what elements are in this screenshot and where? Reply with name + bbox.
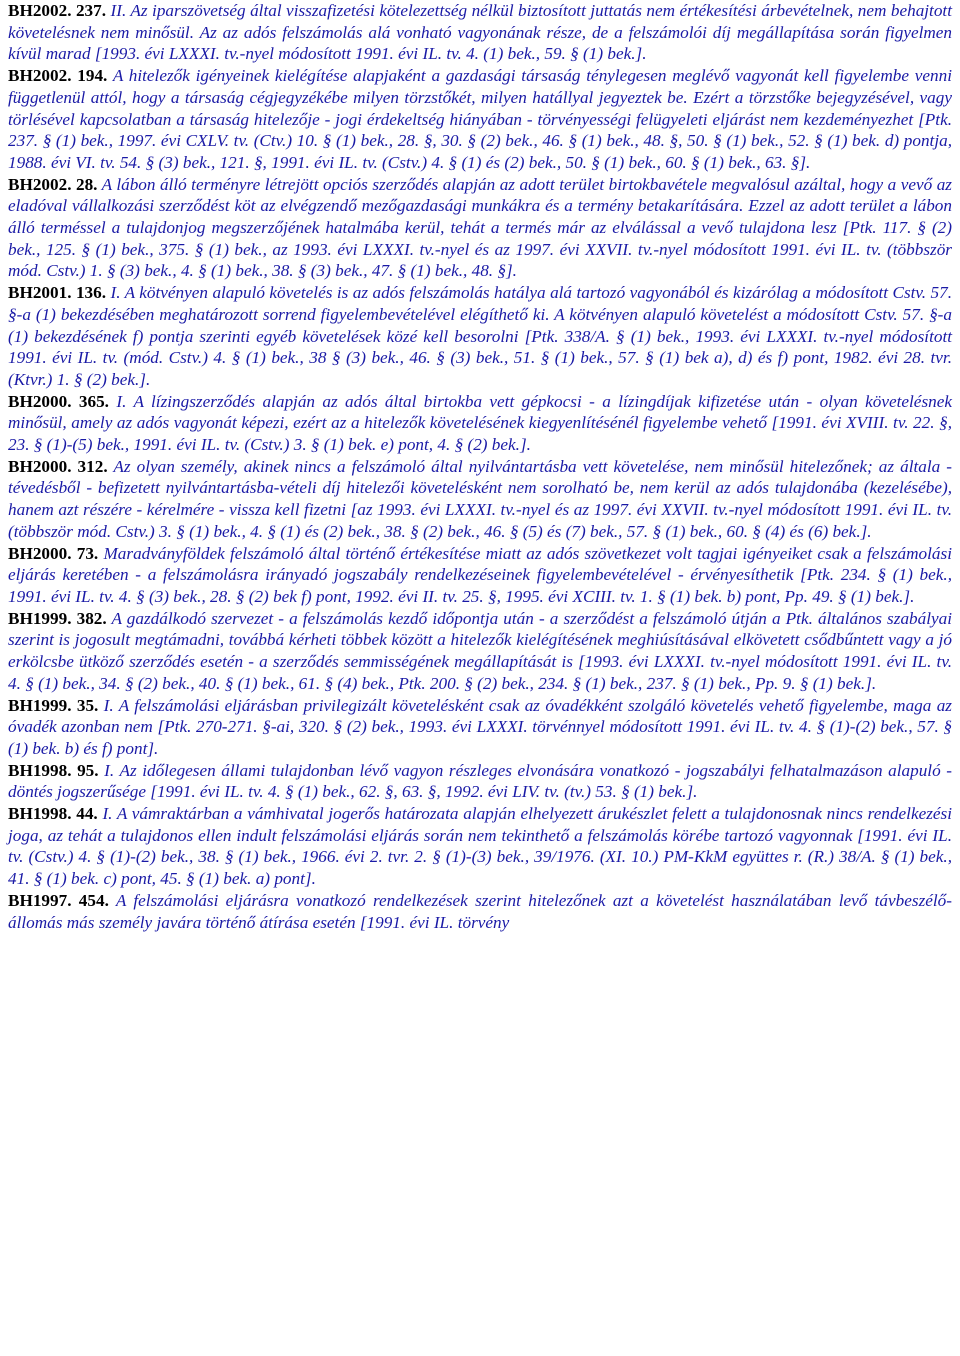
case-reference: BH2002. 237. bbox=[8, 1, 107, 20]
entry-list bbox=[8, 0, 952, 933]
case-entry bbox=[8, 174, 952, 283]
case-reference: BH1999. 382. bbox=[8, 608, 107, 628]
case-entry bbox=[8, 456, 952, 543]
case-summary-link[interactable]: A hitelezők igényeinek kielégítése alapjaként a gazdasági társaság ténylegesen meglévő vagyonát kell figyelembe venni függetlenül attól, hogy a társaság cégjegyzékébe milyen törzstőkét, milyen hatállyal jegyeztek be. bbox=[8, 66, 953, 107]
case-entry bbox=[8, 803, 952, 890]
case-entry bbox=[8, 391, 952, 456]
case-reference: BH2000. 312. bbox=[8, 456, 108, 476]
case-entry bbox=[8, 890, 952, 933]
case-summary-link[interactable]: I. A lízingszerződés alapján az adós által birtokba vett gépkocsi - a lízingdíjak kifizetése után - olyan követelésnek minősül, amely az adós vagyonát képezi, ezért az a hitelezők követelésének kiegyenlítésénél figyelembe vehető [1991. évi XVIII. tv. 22. §, 23. § (1)-(5) bek., 1991. évi IL. tv. (Cstv.) 3. § (1) bek. e) pont, 4. § (2) bek.]. bbox=[8, 391, 952, 455]
case-summary-link[interactable]: I. A felszámolási eljárásban privilegizált követelésként csak az óvadékként szolgáló követelés vehető figyelembe, maga az óvadék azonban nem [Ptk. 270-271. §-ai, 320. § (2) bek., 1993. évi LXXXI. törvénnyel módosított 1991. évi IL. tv. 4. § (1)-(2) bek., 57. § (1) bek. b) és f) pont]. bbox=[8, 695, 952, 758]
case-entry bbox=[8, 543, 952, 608]
case-reference: BH1998. 95. bbox=[8, 760, 99, 780]
case-reference: BH1999. 35. bbox=[8, 695, 99, 715]
case-summary-link[interactable]: I. A vámraktárban a vámhivatal jogerős határozata alapján elhelyezett árukészlet felett a tulajdonosnak nincs rendelkezési joga, az tehát a tulajdonos ellen indult felszámolási eljárás során nem tekinthető a felszámolás körébe tartozó vagyonnak [1991. évi IL. tv. (Cstv.) 4. § (1)-(2) bek., 38. § (1) bek., 1966. évi 2. tvr. 2. § (1)-(3) bek., 39/1976. (XI. 10.) PM-KkM együttes r. (R.) 38/A. § (1) bek., 41. § (1) bek. c) pont, 45. § (1) bek. a) pont]. bbox=[8, 804, 952, 889]
case-summary-link[interactable]: A lábon álló terményre létrejött opciós szerződés alapján az adott terület birtokbavétele megvalósul azáltal, hogy a vevő az eladóval vállalkozási szerződést köt az elvégzendő mezőgazdasági munkákra és a termény betakarítására. bbox=[8, 174, 952, 216]
case-summary-link[interactable]: A gazdálkodó szervezet - a felszámolás kezdő időpontja után - a szerződést a felszámoló útján a Ptk. általános szabályai szerint is jogosult megtámadni, továbbá kérheti többek között a hitelezők kielégítésének meghiúsításával elkövetett csődbűntett vagy a jó erkölcsbe ütköző szerződés esetén - a szerződés semmisségének megállapítását is [1993. évi LXXXI. tv.-nyel módosított 1991. évi IL. tv. 4. § (1) bek., 34. § (2) bek., 40. § (1) bek., 61. § (4) bek., Ptk. 200. § (2) bek., 234. § (1) bek., 237. § (1) bek., Pp. 9. § (1) bek.]. bbox=[8, 608, 952, 693]
case-reference: BH2002. 194. bbox=[8, 66, 108, 86]
case-summary-link[interactable]: Az olyan személy, akinek nincs a felszámoló által nyilvántartásba vett követelése, nem minősül hitelezőnek; az általa - tévedésből - befizetett nyilvántartásba-vételi díj hitelezői követelésként nem sorolható be, nem kerül az adós tulajdonába (kezelésébe), hanem azt részére - kérelmére - vissza kell fizetni [az 1993. évi LXXXI. tv.-nyel és az 1997. évi XXVII. tv.-nyel módosított 1991. évi IL. tv. (többször mód. Cstv.) 3. § (1) bek., 4. § (1) és (2) bek., 38. § (2) bek., 46. § (5) és (7) bek., 57. § (1) bek., 60. § (4) és (6) bek.]. bbox=[8, 456, 952, 541]
case-summary-continuation[interactable]: (1) bek., 59. § (1) bek.]. bbox=[478, 44, 647, 64]
case-reference: BH2000. 73. bbox=[8, 543, 99, 563]
case-summary-link[interactable]: A felszámolási eljárásra vonatkozó rendelkezések szerint hitelezőnek azt a követelést használatában levő távbeszélő-állomás más személy javára történő átírása esetén [1991. évi IL. törvény bbox=[8, 890, 952, 932]
case-summary-link[interactable]: I. Az időlegesen állami tulajdonban lévő vagyon részleges elvonására vonatkozó - jogszabályi felhatalmazáson alapuló - döntés jogszerűsége [1991. évi IL. tv. 4. § (1) bek., 62. §, 63. §, 1992. évi LIV. tv. (tv.) 53. § (1) bek.]. bbox=[8, 760, 952, 802]
case-reference: BH1997. 454. bbox=[8, 890, 109, 910]
case-summary-continuation[interactable]: Ezért a törzstőke bejegyzésével, vagy törlésével kapcsolatban a társaság hitelezője - jogi érdekeltség hiányában - törvényességi felügyeleti eljárást nem kezdeményezhet [Ptk. 237. § (1) bek., 1997. évi CXLV. tv. (Ctv.) 10. § (1) bek., 28. §, 30. § (2) bek., 46. § (1) bek., 48. §, 50. § (1) bek., 52. § (1) bek. d) pontja, 1988. évi VI. tv. 54. § (3) bek., 121. §, 1991. évi IL. tv. (Cstv.) 4. § (1) és (2) bek., 50. § (1) bek., 60. § (1) bek., 63. §]. bbox=[8, 87, 952, 172]
case-reference: BH2000. 365. bbox=[8, 391, 109, 411]
case-reference: BH1998. 44. bbox=[8, 804, 98, 824]
case-entry bbox=[8, 65, 952, 174]
case-entry bbox=[8, 695, 952, 760]
case-summary-continuation[interactable]: Ezzel az adott terület a lábon álló terméssel a tulajdonjog megszerzőjének hatalmába kerül, tehát a termés már az elválással a vevő tulajdona lesz [Ptk. 117. § (2) bek., 125. § (1) bek., 375. § (1) bek., az 1993. évi LXXXI. tv.-nyel és az 1997. évi XXVII. tv.-nyel módosított 1991. évi IL. tv. (többször mód. Cstv.) 1. § (3) bek., 4. § (1) bek., 38. § (3) bek., 47. § (1) bek., 48. §]. bbox=[8, 196, 952, 281]
case-entry bbox=[8, 0, 952, 65]
case-entry bbox=[8, 608, 952, 695]
case-reference: BH2002. 28. bbox=[8, 174, 98, 194]
case-summary-link[interactable]: I. A kötvényen alapuló követelés is az adós felszámolás hatálya alá tartozó vagyonából és kizárólag a módosított Cstv. 57. §-a (1) bekezdésében meghatározott sorrend figyelembevételével elégíthető ki. A kötvényen alapuló követelést a módosított Cstv. 57. §-a (1) bekezdésének f) pontja szerinti egyéb követelések közé kell besorolni [Ptk. 338/A. § (1) bek., 1993. évi LXXXI. tv.-nyel módosított 1991. évi IL. tv. (mód. Cstv.) 4. § (1) bek., 38 § (3) bek., 46. § (3) bek., 51. § (1) bek., 57. § (1) bek a), d) és f) pont, 1982. évi 28. tvr. (Ktvr.) 1. § (2) bek.]. bbox=[8, 283, 953, 389]
case-summary-link[interactable]: Maradványföldek felszámoló által történő értékesítése miatt az adós szövetkezet volt tagjai igényeiket csak a felszámolási eljárás keretében - a felszámolásra irányadó jogszabály rendelkezéseinek figyelembevételével - érvényesíthetik [Ptk. 234. § (1) bek., 1991. évi IL. tv. 4. § (3) bek., 28. § (2) bek f) pont, 1992. évi II. tv. 25. §, 1995. évi XCIII. tv. 1. § (1) bek. b) pont, Pp. 49. § (1) bek.]. bbox=[8, 543, 952, 606]
case-summary-link[interactable]: II. Az iparszövetség által visszafizetési kötelezettség nélkül biztosított juttatás nem értékesítési árbevételnek, nem behajtott követelésnek nem minősül. Az az adós felszámolás alá vonható vagyonának része, de a felszámolói díj megállapítása során figyelmen kívül marad [1993. évi LXXXI. tv.-nyel módosított 1991. évi IL. tv. 4. bbox=[8, 1, 952, 64]
case-entry bbox=[8, 282, 952, 391]
case-reference: BH2001. 136. bbox=[8, 283, 107, 303]
case-entry bbox=[8, 760, 952, 803]
